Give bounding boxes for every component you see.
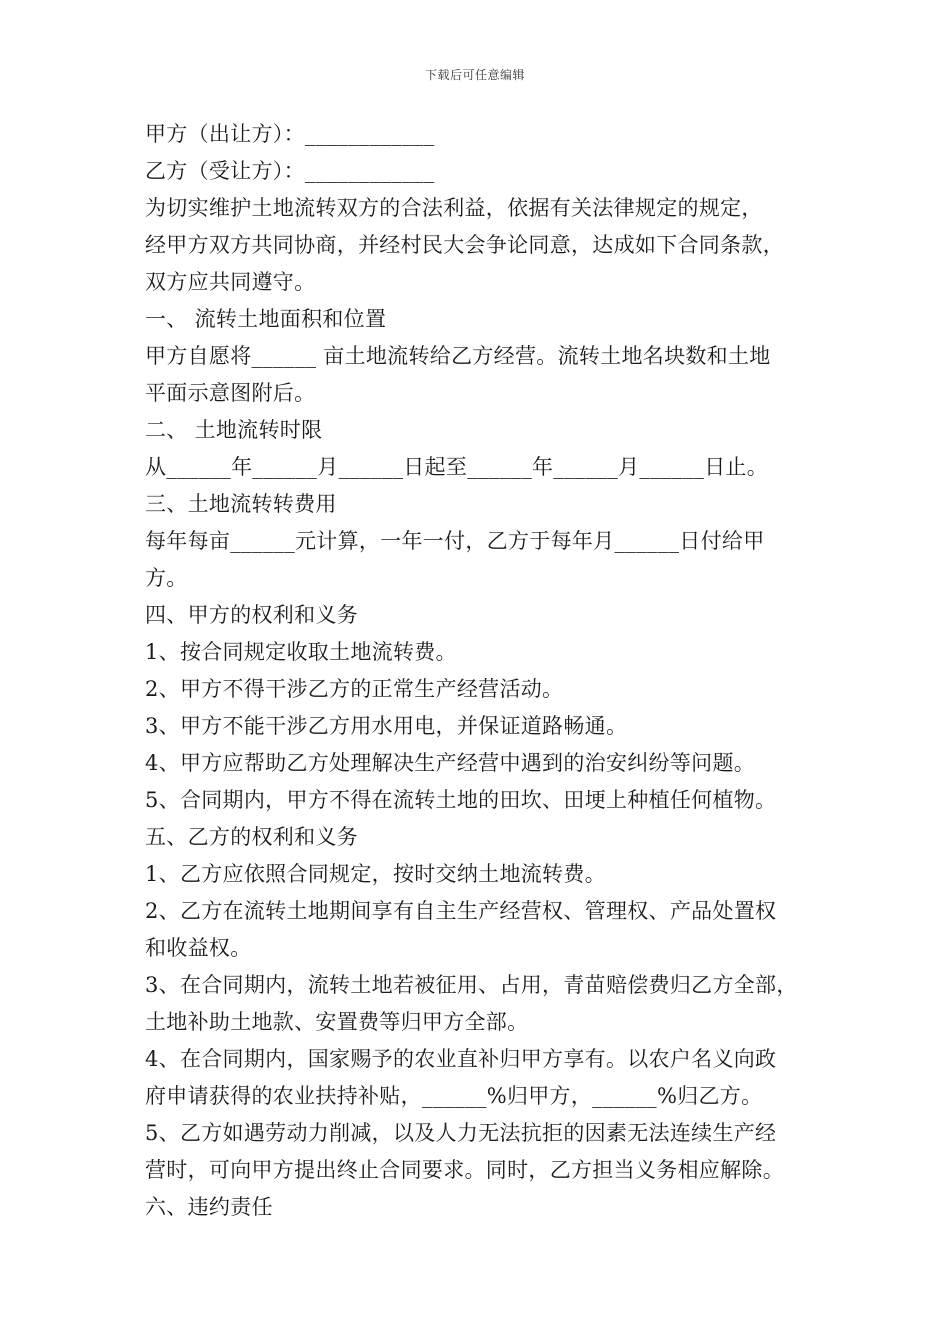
preamble-line: 双方应共同遵守。 — [145, 270, 316, 294]
list-item: 2、甲方不得干涉乙方的正常生产经营活动。 — [145, 677, 564, 701]
contract-body — [145, 116, 835, 1226]
header-note: 下载后可任意编辑 — [424, 68, 525, 82]
list-item: 2、乙方在流转土地期间享有自主生产经营权、管理权、产品处置权 — [145, 899, 777, 923]
section-heading: 四、甲方的权利和义务 — [145, 603, 358, 627]
paragraph-line: 甲方自愿将______ 亩土地流转给乙方经营。流转土地名块数和土地 — [145, 344, 771, 368]
list-item: 4、甲方应帮助乙方处理解决生产经营中遇到的治安纠纷等问题。 — [145, 751, 756, 775]
section-heading: 六、违约责任 — [145, 1195, 273, 1219]
list-item: 1、按合同规定收取土地流转费。 — [145, 640, 457, 664]
section-heading: 三、土地流转转费用 — [145, 492, 337, 516]
list-item: 4、在合同期内，国家赐予的农业直补归甲方享有。以农户名义向政 — [145, 1047, 777, 1071]
list-item: 3、甲方不能干涉乙方用水用电，并保证道路畅通。 — [145, 714, 628, 738]
list-item: 土地补助土地款、安置费等归甲方全部。 — [145, 1010, 529, 1034]
preamble-line: 为切实维护土地流转双方的合法利益，依据有关法律规定的规定， — [145, 196, 763, 220]
preamble-line: 经甲方双方共同协商，并经村民大会争论同意，达成如下合同条款， — [145, 233, 784, 257]
party-a-line: 甲方（出让方）：____________ — [145, 122, 435, 146]
section-heading: 二、 土地流转时限 — [145, 418, 323, 442]
paragraph-line: 平面示意图附后。 — [145, 381, 316, 405]
paragraph-line: 从______年______月______日起至______年______月______日止。 — [145, 455, 769, 479]
party-b-line: 乙方（受让方）：____________ — [145, 159, 435, 183]
list-item: 1、乙方应依照合同规定，按时交纳土地流转费。 — [145, 862, 606, 886]
paragraph-line: 方。 — [145, 566, 188, 590]
list-item: 府申请获得的农业扶持补贴，______%归甲方，______%归乙方。 — [145, 1084, 763, 1108]
list-item: 5、乙方如遇劳动力削减，以及人力无法抗拒的因素无法连续生产经 — [145, 1121, 777, 1145]
list-item: 营时，可向甲方提出终止合同要求。同时，乙方担当义务相应解除。 — [145, 1158, 784, 1182]
section-heading: 一、 流转土地面积和位置 — [145, 307, 387, 331]
list-item: 和收益权。 — [145, 936, 252, 960]
list-item: 5、合同期内，甲方不得在流转土地的田坎、田埂上种植任何植物。 — [145, 788, 777, 812]
section-heading: 五、乙方的权利和义务 — [145, 825, 358, 849]
list-item: 3、在合同期内，流转土地若被征用、占用，青苗赔偿费归乙方全部， — [145, 973, 798, 997]
paragraph-line: 每年每亩______元计算，一年一付，乙方于每年月______日付给甲 — [145, 529, 765, 553]
